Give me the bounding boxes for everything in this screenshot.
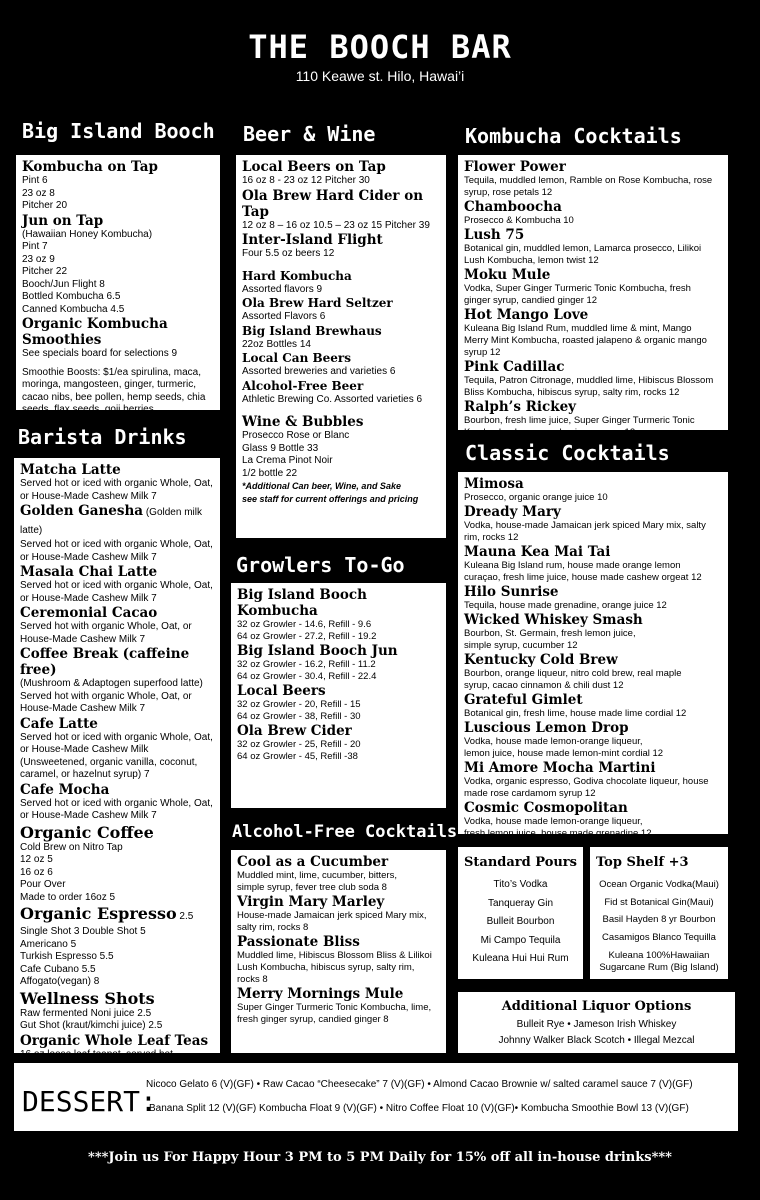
item-name: Virgin Mary Marley (237, 894, 385, 910)
list-item: Basil Hayden 8 yr Bourbon (602, 914, 716, 925)
item-detail: made rose cardamom syrup 12 (464, 788, 596, 799)
item-detail: Tequila, muddled lemon, Ramble on Rose Kombucha, rose (464, 175, 713, 186)
list-item: Bulleit Bourbon (486, 916, 555, 927)
item-detail: House-Made Cashew Milk 7 (20, 633, 146, 645)
item-name: Mi Amore Mocha Martini (464, 760, 656, 776)
item-detail: seeds, flax seeds, goji berries (22, 404, 154, 415)
menu-item (464, 227, 722, 267)
item-name: Merry Mornings Mule (237, 986, 404, 1002)
item-detail: House-made Jamaican jerk spiced Mary mix, (237, 910, 427, 921)
item-name: Coffee Break (caffeine free) (20, 646, 190, 678)
menu-item (237, 934, 440, 986)
panel-dessert (14, 1063, 738, 1131)
item-detail: 32 oz Growler - 14.6, Refill - 9.6 (237, 619, 372, 630)
item-name: Ralph’s Rickey (464, 399, 577, 415)
item-detail: Vodka, house made lemon-orange liqueur, (464, 816, 643, 827)
menu-item (237, 894, 440, 934)
panel-big-island (16, 155, 220, 415)
item-detail: Turkish Espresso 5.5 (20, 951, 114, 962)
list-item: Kuleana 100%Hawaiian (608, 950, 710, 961)
item-detail: See specials board for selections 9 (22, 348, 178, 359)
item-name: Luscious Lemon Drop (464, 720, 629, 736)
item-detail: 64 oz Growler - 38, Refill - 30 (237, 711, 361, 722)
list-item: Ocean Organic Vodka(Maui) (599, 879, 719, 890)
item-detail: Served hot with organic Whole, Oat, or (20, 690, 192, 702)
menu-item (20, 503, 214, 564)
item-name: Hilo Sunrise (464, 584, 559, 600)
item-detail: lemon juice, house made lemon-mint cordial 12 (464, 748, 664, 759)
menu-item (464, 199, 722, 227)
menu-item (242, 379, 440, 407)
item-name: Cool as a Cucumber (237, 854, 389, 870)
menu-item (464, 760, 722, 800)
menu-item (464, 504, 722, 544)
item-detail: or House-Made Cashew Milk 7 (20, 592, 157, 604)
item-detail: 16 oz loose leaf teapot, served hot (20, 1048, 173, 1060)
item-name: Pink Cadillac (464, 359, 565, 375)
menu-item (464, 652, 722, 692)
item-detail: or House-Made Cashew Milk 7 (20, 551, 157, 563)
additional-title: Additional Liquor Options (501, 999, 692, 1014)
item-detail: Raw fermented Noni juice 2.5 (20, 1007, 152, 1019)
item-name: Moku Mule (464, 267, 551, 283)
item-detail: syrup, rose petals 12 (464, 187, 553, 198)
item-detail: Served hot or iced with organic Whole, Oat, (20, 580, 213, 591)
item-name: Cafe Mocha (20, 781, 110, 798)
panel-additional (458, 992, 735, 1053)
menu-item (464, 476, 722, 504)
item-name: Passionate Bliss (237, 934, 360, 950)
menu-item (464, 159, 722, 199)
item-name: Local Beers on Tap (242, 159, 386, 175)
menu-item (242, 351, 440, 379)
menu-item (20, 462, 214, 503)
list-item: Bulleit Rye • Jameson Irish Whiskey (516, 1019, 677, 1030)
dessert-line-2: Banana Split 12 (V)(GF) Kombucha Float 9 (V)(GF) • Nitro Coffee Float 10 (V)(GF)• Kombucha Smoothie Bowl 13 (V)(GF) (149, 1103, 689, 1114)
menu-item (242, 261, 440, 297)
item-detail: 23 oz 8 (22, 187, 55, 199)
menu-item (20, 646, 214, 716)
item-detail: 64 oz Growler - 45, Refill -38 (237, 751, 358, 762)
item-detail: Bliss Kombucha, hibiscus syrup, salty rim, rocks 12 (464, 387, 680, 398)
dessert-line-1: Nicoco Gelato 6 (V)(GF) • Raw Cacao “Cheesecake” 7 (V)(GF) • Almond Cacao Brownie w/ salted caramel sauce 7 (V)(GF) (146, 1079, 693, 1090)
menu-item (242, 296, 440, 324)
item-detail: rocks 8 (237, 974, 268, 985)
panel-alcohol-free (231, 850, 446, 1053)
item-name: Kombucha on Tap (22, 159, 158, 175)
menu-item (20, 716, 214, 782)
item-detail: Made to order 16oz 5 (20, 891, 116, 903)
item-detail: (Unsweetened, organic vanilla, coconut, (20, 756, 198, 768)
item-detail: fresh lemon juice, house made grenadine 12 (464, 828, 652, 839)
item-name: Matcha Latte (20, 462, 121, 478)
item-name: Ola Brew Hard Seltzer (242, 296, 393, 310)
item-detail: Bourbon, St. Germain, fresh lemon juice, (464, 628, 636, 639)
item-name: Lush 75 (464, 227, 525, 243)
item-detail: or House-Made Cashew Milk (20, 744, 149, 755)
item-detail: Athletic Brewing Co. Assorted varieties 6 (242, 393, 423, 405)
item-detail: Single Shot 3 Double Shot 5 (20, 926, 146, 937)
menu-item (237, 683, 440, 723)
item-detail: Bourbon, orange liqueur, nitro cold brew, real maple (464, 668, 682, 679)
item-detail: 12 oz 5 (20, 854, 53, 865)
panel-standard-pours (458, 847, 583, 979)
item-detail: Muddled lime, Hibiscus Blossom Bliss & Lilikoi (237, 950, 432, 961)
item-name: Organic Whole Leaf Teas (20, 1032, 209, 1049)
item-detail: Booch/Jun Flight 8 (22, 278, 105, 290)
item-name: Local Beers (237, 683, 326, 699)
item-detail: 64 oz Growler - 30.4, Refill - 22.4 (237, 671, 377, 682)
section-title-growlers: Growlers To-Go (236, 553, 405, 577)
item-name: Wellness Shots (20, 988, 155, 1008)
list-item: Johnny Walker Black Scotch • Illegal Mezcal (498, 1035, 695, 1046)
item-detail: Botanical gin, muddled lemon, Lamarca prosecco, Lilikoi (464, 243, 702, 254)
item-name: Cosmic Cosmopolitan (464, 800, 628, 816)
menu-item (242, 232, 440, 261)
item-detail: 32 oz Growler - 16.2, Refill - 11.2 (237, 659, 376, 670)
menu-item (22, 361, 214, 417)
item-detail: 16 oz 8 - 23 oz 12 Pitcher 30 (242, 175, 370, 186)
item-detail: Botanical gin, fresh lime, house made lime cordial 12 (464, 708, 687, 719)
item-detail: simple syrup, cucumber 12 (464, 640, 578, 651)
item-name: Big Island Booch Jun (237, 643, 398, 659)
item-detail: Bourbon, fresh lime juice, Super Ginger Turmeric Tonic (464, 415, 695, 426)
item-detail: simple syrup, fever tree club soda 8 (237, 882, 387, 893)
list-item: Fid st Botanical Gin(Maui) (604, 896, 714, 908)
item-detail: Assorted Flavors 6 (242, 311, 326, 322)
item-name: Alcohol-Free Beer (242, 378, 364, 393)
item-detail: syrup, cacao cinnamon & chili dust 12 (464, 680, 624, 691)
menu-item (464, 584, 722, 612)
item-detail: Kuleana Big Island Rum, muddled lime & mint, Mango (464, 323, 692, 334)
menu-item (20, 904, 214, 989)
item-name: Wicked Whiskey Smash (464, 612, 643, 628)
menu-item (237, 723, 440, 763)
item-detail: salty rim, rocks 8 (237, 922, 309, 933)
item-name: Wine & Bubbles (242, 414, 364, 430)
list-item: Mi Campo Tequila (480, 934, 561, 946)
panel-classic (458, 472, 728, 839)
menu-item (237, 986, 440, 1026)
item-detail: 64 oz Growler - 27.2, Refill - 19.2 (237, 631, 377, 642)
item-detail: moringa, mangosteen, ginger, turmeric, (22, 379, 196, 390)
item-detail: Served hot or iced with organic Whole, Oat, (20, 797, 213, 809)
item-detail: Pitcher 20 (22, 200, 68, 211)
menu-item (464, 399, 722, 439)
item-detail: Served hot or iced with organic Whole, Oat, (20, 731, 213, 743)
panel-kombucha-cocktails (458, 155, 728, 438)
item-detail: Tequila, house made grenadine, orange juice 12 (464, 600, 667, 611)
item-name: Hard Kombucha (242, 268, 352, 283)
item-detail: Americano 5 (20, 938, 77, 950)
panel-barista (14, 458, 220, 1060)
menu-item (22, 159, 214, 213)
item-detail: cacao nibs, bee pollen, hemp seeds, chia (22, 391, 206, 403)
item-name: Local Can Beers (242, 351, 351, 365)
item-detail: Bottled Kombucha 6.5 (22, 291, 121, 302)
item-detail: Super Ginger Turmeric Tonic Kombucha, lime, (237, 1002, 432, 1013)
menu-item (464, 267, 722, 307)
menu-item (464, 359, 722, 399)
item-detail: Assorted flavors 9 (242, 283, 323, 295)
item-detail: rim, rocks 12 (464, 532, 519, 543)
menu-item (242, 159, 440, 188)
item-detail: Cafe Cubano 5.5 (20, 963, 96, 975)
page-title: THE BOOCH BAR (248, 28, 512, 66)
item-name: Golden Ganesha (Golden milk latte) (20, 503, 202, 536)
dessert-label: DESSERT: (22, 1085, 157, 1118)
item-detail: Tequila, Patron Citronage, muddled lime, Hibiscus Blossom (464, 375, 714, 386)
panel-growlers (231, 583, 446, 808)
menu-item (464, 800, 722, 840)
item-detail: *Additional Can beer, Wine, and Sake (242, 481, 401, 491)
list-item: Tito’s Vodka (493, 879, 548, 890)
item-detail: Lush Kombucha, lemon twist 12 (464, 255, 599, 266)
menu-item (22, 316, 214, 361)
item-detail: La Crema Pinot Noir (242, 455, 333, 466)
menu-item (242, 324, 440, 352)
item-detail: Canned Kombucha 4.5 (22, 303, 125, 315)
happy-hour-footer: ***Join us For Happy Hour 3 PM to 5 PM Daily for 15% off all in-house drinks*** (88, 1150, 672, 1165)
item-name: Flower Power (464, 159, 566, 175)
item-detail: Kombucha, house made ginger syrup 12 (464, 427, 636, 438)
item-name: Big Island Booch Kombucha (237, 587, 367, 619)
menu-item (464, 692, 722, 720)
item-detail: Pint 6 (22, 175, 48, 186)
menu-item (20, 823, 214, 905)
item-detail: House-Made Cashew Milk 7 (20, 703, 146, 714)
item-detail: Cold Brew on Nitro Tap (20, 841, 123, 853)
item-name: Grateful Gimlet (464, 692, 583, 708)
menu-item (237, 587, 440, 643)
item-detail: Gut Shot (kraut/kimchi juice) 2.5 (20, 1020, 163, 1031)
item-detail: Vodka, organic espresso, Godiva chocolate liqueur, house (464, 776, 709, 787)
list-item: Sugarcane Rum (Big Island) (599, 962, 719, 973)
item-detail: Pour Over (20, 879, 66, 890)
menu-item (20, 564, 214, 605)
item-detail: Served hot with organic Whole, Oat, or (20, 621, 192, 632)
item-detail: Lush Kombucha, hibiscus syrup, salty rim, (237, 962, 415, 973)
item-name: Chamboocha (464, 199, 562, 215)
item-detail: Smoothie Boosts: $1/ea spirulina, maca, (22, 366, 201, 378)
item-detail: 16 oz 6 (20, 866, 53, 878)
item-detail: Served hot or iced with organic Whole, Oat, (20, 478, 213, 489)
menu-item (237, 643, 440, 683)
list-item: Casamigos Blanco Tequilla (602, 931, 716, 943)
item-detail: Pitcher 22 (22, 266, 68, 277)
section-title-beer-wine: Beer & Wine (243, 122, 376, 146)
item-detail: or House-Made Cashew Milk 7 (20, 810, 157, 821)
item-detail: Muddled mint, lime, cucumber, bitters, (237, 870, 397, 881)
menu-item (464, 544, 722, 584)
item-detail: Served hot or iced with organic Whole, Oat, (20, 539, 213, 550)
item-name: Cafe Latte (20, 715, 98, 732)
item-name: Ola Brew Hard Cider on Tap (242, 187, 424, 220)
item-detail: Vodka, house made lemon-orange liqueur, (464, 736, 643, 747)
menu-item (464, 720, 722, 760)
item-detail: syrup 12 (464, 347, 501, 358)
item-name: Ola Brew Cider (237, 723, 352, 739)
section-title-kombucha-cocktails: Kombucha Cocktails (465, 124, 682, 148)
item-name: Mauna Kea Mai Tai (464, 544, 611, 560)
panel-beer-wine (236, 155, 446, 538)
section-title-alcohol-free: Alcohol-Free Cocktails (232, 822, 458, 842)
item-detail: Assorted breweries and varieties 6 (242, 366, 396, 377)
item-name: Inter-Island Flight (242, 232, 383, 248)
item-detail: Affogato(vegan) 8 (20, 976, 100, 987)
standard-pours-title: Standard Pours (464, 855, 577, 870)
item-name: Organic Coffee (20, 822, 154, 842)
item-detail: curaçao, fresh lime juice, house made cashew orgeat 12 (464, 572, 702, 583)
item-detail: Vodka, house-made Jamaican jerk spiced Mary mix, salty (464, 520, 706, 531)
item-detail: (Mushroom & Adaptogen superfood latte) (20, 678, 203, 689)
item-name: Jun on Tap (22, 212, 104, 229)
section-title-classic: Classic Cocktails (465, 441, 670, 465)
item-detail: ginger syrup, candied ginger 12 (464, 295, 598, 306)
menu-item (242, 188, 440, 233)
menu-item (242, 480, 440, 505)
section-title-barista: Barista Drinks (18, 425, 187, 449)
item-detail: Prosecco & Kombucha 10 (464, 215, 574, 226)
item-name: Organic Espresso 2.5 (20, 904, 194, 923)
item-detail: caramel, or hazelnut syrup) 7 (20, 769, 150, 780)
item-detail: Pint 7 (22, 241, 48, 252)
top-shelf-title: Top Shelf +3 (596, 855, 689, 870)
item-detail: 32 oz Growler - 20, Refill - 15 (237, 699, 361, 710)
item-detail: 32 oz Growler - 25, Refill - 20 (237, 739, 361, 750)
item-detail: Four 5.5 oz beers 12 (242, 248, 335, 259)
menu-item (20, 782, 214, 823)
item-name: Kentucky Cold Brew (464, 652, 618, 668)
item-detail: Merry Mint Kombucha, roasted jalapeno & organic mango (464, 335, 707, 346)
item-detail: see staff for current offerings and pricing (242, 493, 419, 504)
item-detail: 22oz Bottles 14 (242, 338, 311, 350)
list-item: Kuleana Hui Hui Rum (472, 953, 569, 964)
item-detail: or House-Made Cashew Milk 7 (20, 490, 157, 502)
menu-item (20, 605, 214, 646)
item-name: Dready Mary (464, 504, 561, 520)
list-item: Tanqueray Gin (487, 897, 554, 909)
item-detail: 1/2 bottle 22 (242, 467, 298, 479)
item-detail: 12 oz 8 – 16 oz 10.5 – 23 oz 15 Pitcher 39 (242, 219, 430, 231)
panel-top-shelf (590, 847, 728, 979)
section-title-big-island: Big Island Booch (22, 119, 215, 143)
item-name: Mimosa (464, 476, 524, 492)
menu-item (20, 989, 214, 1033)
item-name: Masala Chai Latte (20, 564, 158, 580)
item-detail: Prosecco, organic orange juice 10 (464, 492, 608, 503)
item-detail: 23 oz 9 (22, 253, 55, 265)
item-detail: (Hawaiian Honey Kombucha) (22, 228, 153, 240)
menu-item (237, 854, 440, 894)
item-name: Big Island Brewhaus (242, 323, 382, 338)
item-name: Ceremonial Cacao (20, 605, 158, 621)
item-detail: fresh ginger syrup, candied ginger 8 (237, 1014, 389, 1025)
menu-item (22, 213, 214, 317)
menu-item (242, 406, 440, 480)
item-detail: Vodka, Super Ginger Turmeric Tonic Kombucha, fresh (464, 283, 691, 294)
menu-item (464, 612, 722, 652)
address: 110 Keawe st. Hilo, Hawai’i (295, 68, 465, 84)
item-name: Hot Mango Love (464, 307, 589, 323)
menu-item (464, 307, 722, 359)
item-name: Organic Kombucha Smoothies (22, 316, 168, 348)
item-detail: Prosecco Rose or Blanc (242, 430, 350, 441)
item-detail: Kuleana Big Island rum, house made orange lemon (464, 560, 681, 571)
item-detail: Glass 9 Bottle 33 (242, 442, 319, 454)
